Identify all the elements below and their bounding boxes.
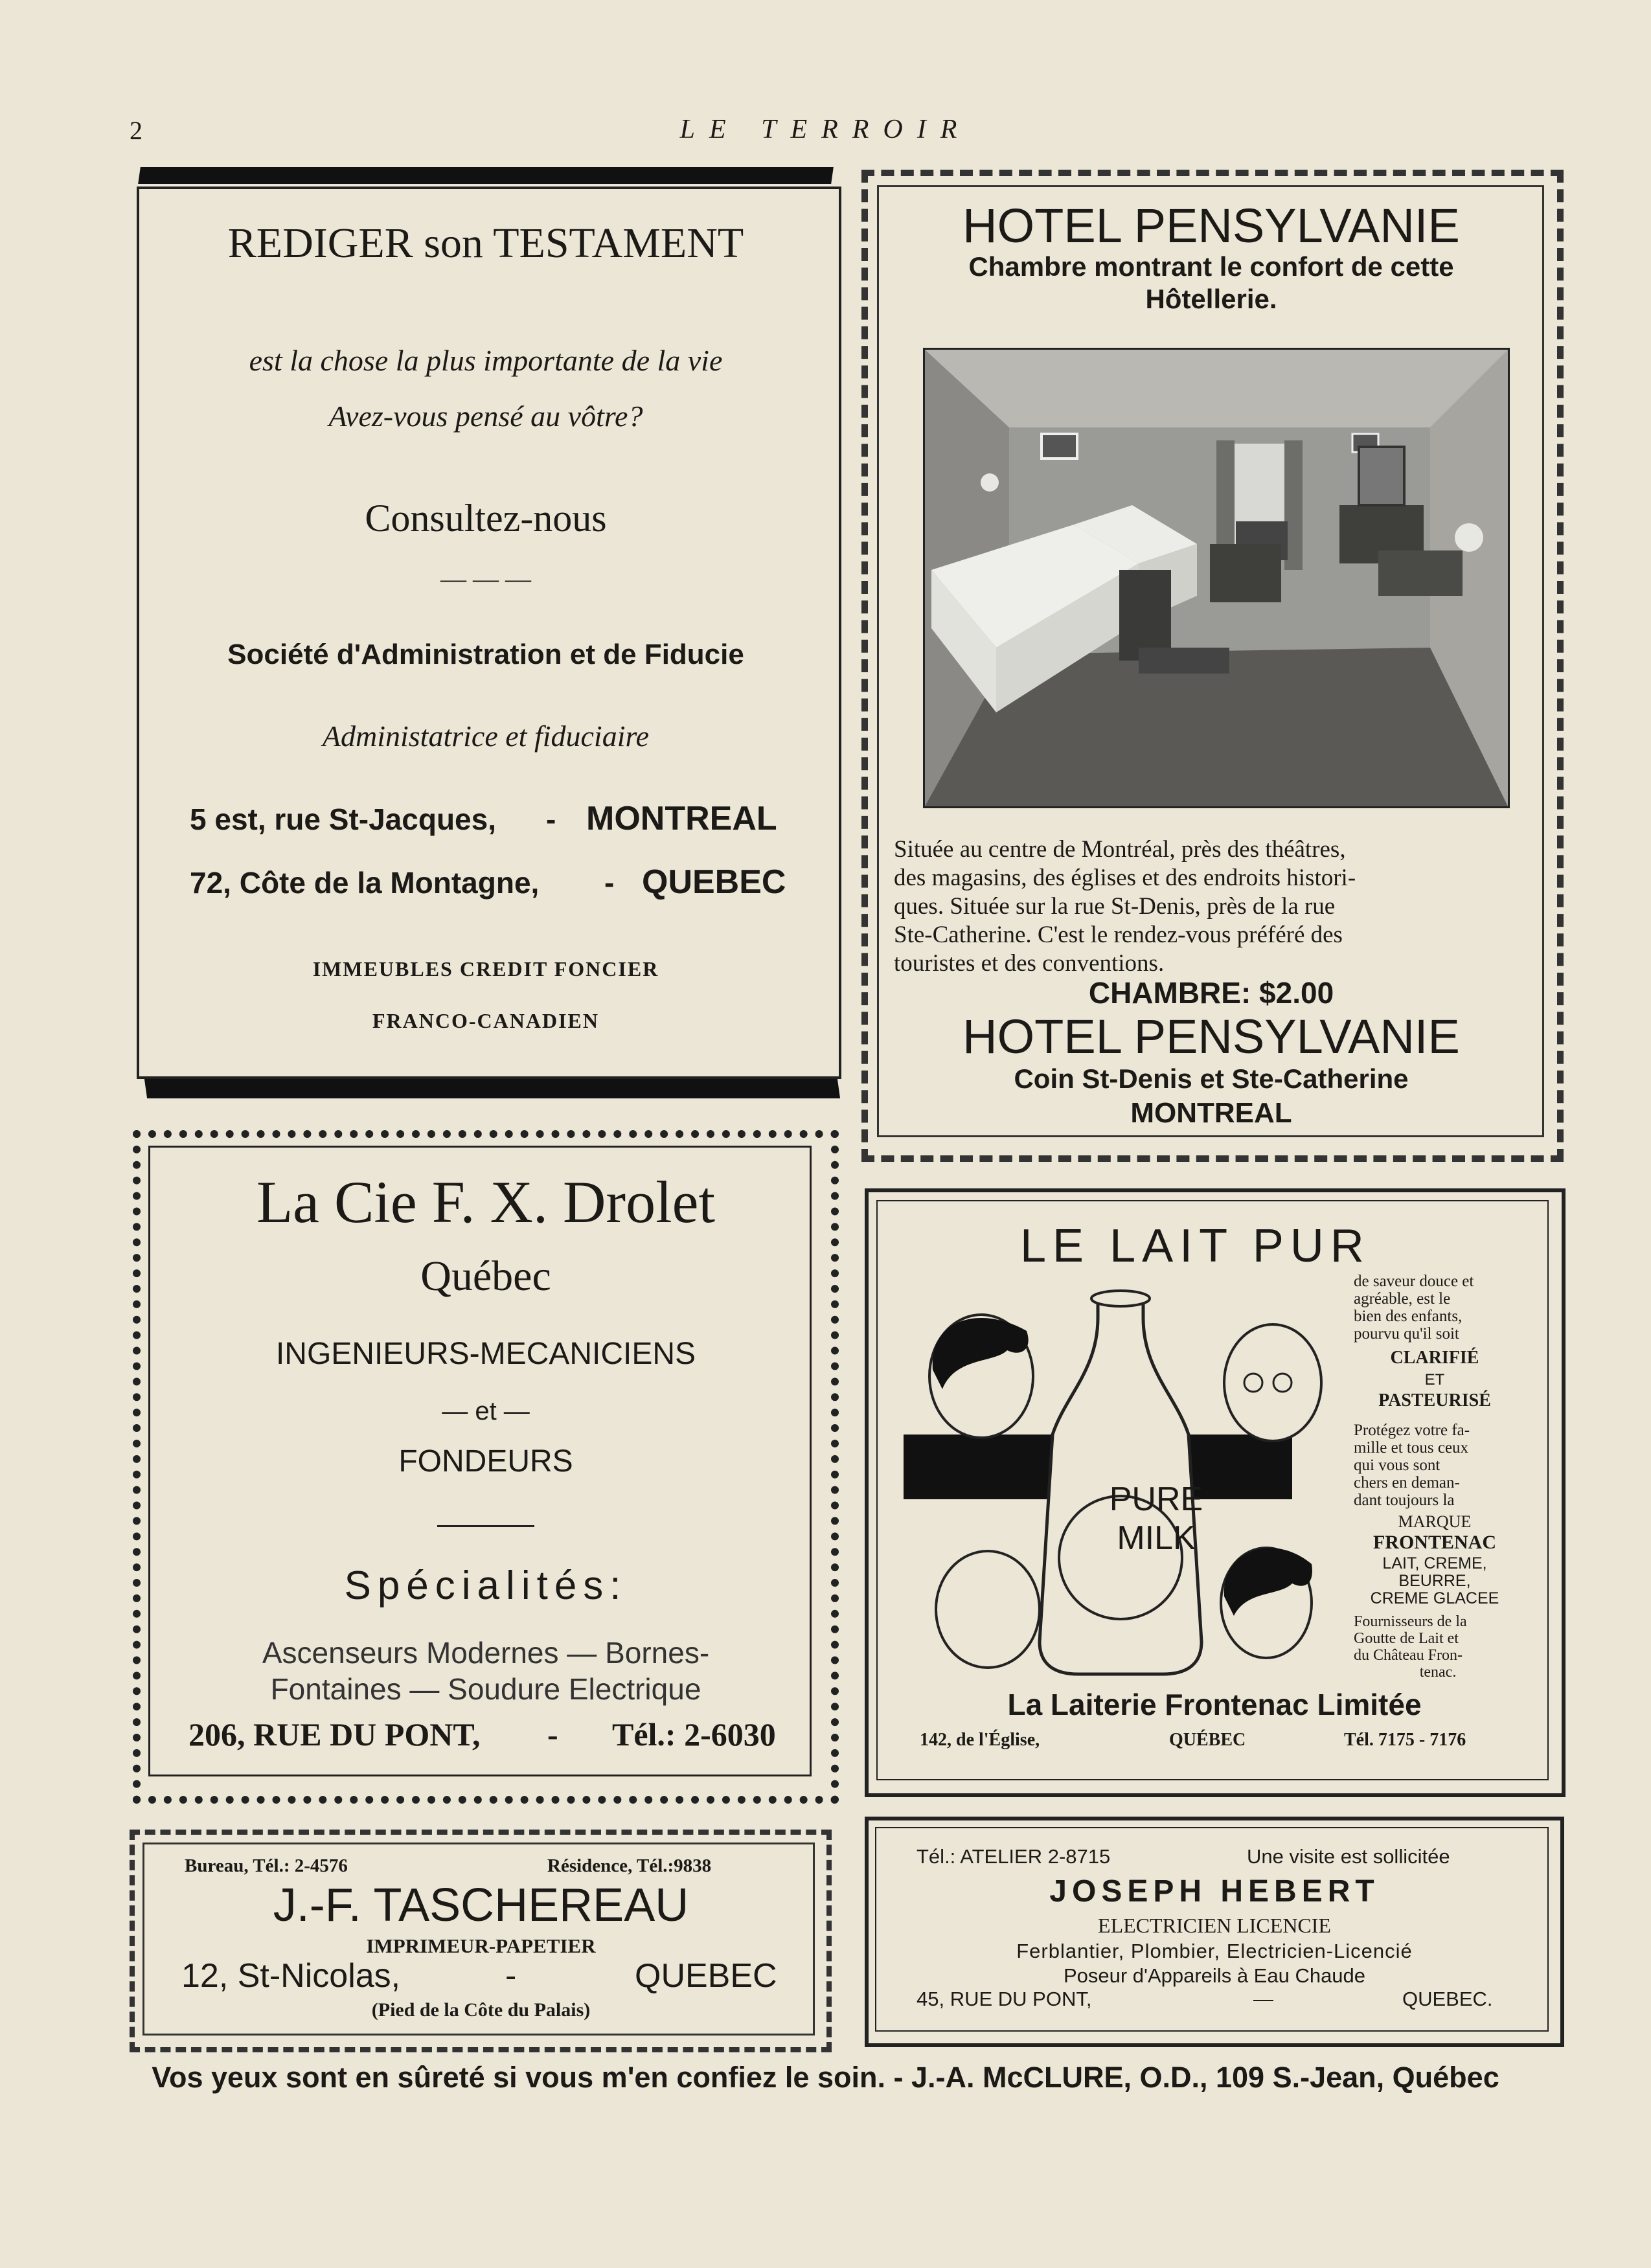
side-line: agréable, est le — [1354, 1290, 1451, 1308]
testament-title: REDIGER son TESTAMENT — [227, 220, 744, 267]
lait-city: QUÉBEC — [1169, 1730, 1246, 1750]
ad-lait — [865, 1188, 1564, 1797]
protect-line: mille et tous ceux — [1354, 1439, 1469, 1457]
address1-street: 5 est, rue St-Jacques, — [190, 802, 496, 836]
consult-heading: Consultez-nous — [365, 497, 607, 539]
side-line: bien des enfants, — [1354, 1308, 1463, 1325]
testament-line1: est la chose la plus importante de la vie — [249, 344, 723, 377]
lait-company: La Laiterie Frontenac Limitée — [1007, 1688, 1422, 1721]
product-line: BEURRE, — [1398, 1572, 1471, 1590]
lait-title: LE LAIT PUR — [1020, 1220, 1371, 1272]
lait-suppliers — [1354, 1613, 1522, 1681]
drolet-items-line1: Ascenseurs Modernes — Bornes- — [262, 1636, 710, 1670]
hebert-street: 45, RUE DU PONT, — [917, 1988, 1092, 2010]
address2-city: QUEBEC — [642, 863, 786, 901]
hotel-desc-line5: touristes et des conventions. — [894, 950, 1165, 977]
ad-testament — [133, 167, 839, 1103]
drolet-city: Québec — [420, 1253, 551, 1300]
hebert-installer: Poseur d'Appareils à Eau Chaude — [1063, 1964, 1366, 1987]
lait-protect-text — [1354, 1422, 1522, 1509]
address1-separator: - — [546, 802, 556, 836]
boy-face — [936, 1551, 1040, 1668]
top-bar — [138, 167, 834, 184]
address2-street: 72, Côte de la Montagne, — [190, 866, 540, 900]
product-line: LAIT, CREME, — [1382, 1554, 1487, 1572]
tasch-separator: - — [505, 1957, 517, 1995]
protect-line: chers en deman- — [1354, 1474, 1460, 1491]
hotel-price: CHAMBRE: $2.00 — [1088, 976, 1334, 1010]
hotel-subtitle-line1: Chambre montrant le confort de cette — [968, 251, 1454, 282]
lait-tel: Tél. 7175 - 7176 — [1344, 1730, 1466, 1750]
ad-hebert — [865, 1817, 1564, 2050]
side-line: de saveur douce et — [1354, 1273, 1474, 1290]
ad-frame — [137, 187, 841, 1079]
tasch-name: J.-F. TASCHEREAU — [273, 1879, 689, 1931]
tasch-trade: IMPRIMEUR-PAPETIER — [366, 1934, 596, 1957]
tasch-residence: Résidence, Tél.:9838 — [547, 1855, 712, 1876]
hebert-tel: Tél.: ATELIER 2-8715 — [917, 1845, 1111, 1868]
drolet-et: — et — — [442, 1397, 530, 1425]
lait-marque: MARQUE — [1398, 1512, 1472, 1531]
hebert-city: QUEBEC. — [1402, 1988, 1493, 2010]
company-role: Administatrice et fiduciaire — [322, 720, 650, 753]
hotel-city: MONTREAL — [1130, 1097, 1292, 1129]
footer-line1: IMMEUBLES CREDIT FONCIER — [312, 957, 659, 981]
drolet-trade1: INGENIEURS-MECANICIENS — [275, 1337, 696, 1371]
tasch-note: (Pied de la Côte du Palais) — [371, 1999, 591, 2021]
ad-taschereau — [130, 1830, 832, 2053]
ad-drolet — [133, 1130, 839, 1804]
hebert-title: ELECTRICIEN LICENCIE — [1098, 1914, 1331, 1937]
protect-line: qui vous sont — [1354, 1457, 1440, 1474]
drolet-name: La Cie F. X. Drolet — [256, 1169, 716, 1235]
hebert-trades: Ferblantier, Plombier, Electricien-Licencié — [1016, 1940, 1413, 1962]
drolet-specialties: Spécialités: — [344, 1563, 628, 1608]
footer-advert: Vos yeux sont en sûreté si vous m'en confiez le soin. - J.-A. McCLURE, O.D., 109 S.-Jean, Québec — [152, 2061, 1499, 2094]
hotel-title: HOTEL PENSYLVANIE — [962, 199, 1460, 253]
ad-hotel — [861, 170, 1561, 1161]
side-line: pourvu qu'il soit — [1354, 1325, 1459, 1343]
running-head: LE TERROIR — [679, 115, 972, 144]
lait-address: 142, de l'Église, — [920, 1730, 1040, 1750]
divider — [437, 1525, 534, 1527]
lait-clarifie: CLARIFIÉ — [1390, 1348, 1479, 1368]
supplier-line: tenac. — [1419, 1664, 1457, 1681]
supplier-line: Goutte de Lait et — [1354, 1630, 1459, 1647]
lait-et: ET — [1424, 1371, 1445, 1389]
protect-line: dant toujours la — [1354, 1491, 1455, 1509]
drolet-items-line2: Fontaines — Soudure Electrique — [270, 1672, 701, 1706]
drolet-address: 206, RUE DU PONT, — [188, 1716, 481, 1752]
lait-products — [1344, 1555, 1525, 1607]
product-line: CREME GLACEE — [1370, 1589, 1499, 1607]
hotel-subtitle-line2: Hôtellerie. — [1145, 284, 1277, 314]
hotel-desc-line1: Située au centre de Montréal, près des théâtres, — [894, 836, 1346, 863]
lait-pasteurise: PASTEURISÉ — [1378, 1390, 1491, 1411]
tasch-bureau: Bureau, Tél.: 2-4576 — [185, 1855, 348, 1876]
page-number: 2 — [130, 116, 142, 145]
company-name: Société d'Administration et de Fiducie — [227, 639, 744, 670]
drolet-tel: Tél.: 2-6030 — [612, 1716, 776, 1752]
hotel-desc-line2: des magasins, des églises et des endroits histori- — [894, 865, 1356, 891]
bottle-label-1: PURE — [1109, 1480, 1203, 1518]
hotel-desc-line4: Ste-Catherine. C'est le rendez-vous préféré des — [894, 922, 1343, 948]
tasch-street: 12, St-Nicolas, — [181, 1957, 401, 1995]
bottle-label-2: MILK — [1117, 1519, 1196, 1557]
drolet-trade2: FONDEURS — [398, 1444, 573, 1479]
hebert-name: JOSEPH HEBERT — [1049, 1874, 1380, 1909]
tasch-city: QUEBEC — [635, 1957, 777, 1995]
hotel-room-photo — [923, 348, 1510, 808]
lait-side-text — [1354, 1273, 1522, 1343]
address1-city: MONTREAL — [586, 800, 777, 837]
supplier-line: du Château Fron- — [1354, 1647, 1463, 1664]
hebert-visit: Une visite est sollicitée — [1247, 1845, 1450, 1868]
drolet-separator: - — [547, 1716, 558, 1752]
testament-line2: Avez-vous pensé au vôtre? — [328, 400, 643, 433]
dash-separator: — — — — [440, 564, 531, 593]
room-illustration — [925, 350, 1508, 806]
hotel-corner: Coin St-Denis et Ste-Catherine — [1014, 1063, 1409, 1094]
hotel-title-repeat: HOTEL PENSYLVANIE — [962, 1010, 1460, 1063]
hebert-separator: — — [1253, 1988, 1273, 2010]
footer-line2: FRANCO-CANADIEN — [372, 1009, 599, 1032]
supplier-line: Fournisseurs de la — [1354, 1613, 1467, 1630]
hotel-desc-line3: ques. Située sur la rue St-Denis, près de la rue — [894, 893, 1336, 920]
address2-separator: - — [604, 866, 615, 900]
bottom-bar — [144, 1079, 840, 1098]
lait-frontenac: FRONTENAC — [1372, 1532, 1496, 1553]
protect-line: Protégez votre fa- — [1354, 1422, 1470, 1439]
